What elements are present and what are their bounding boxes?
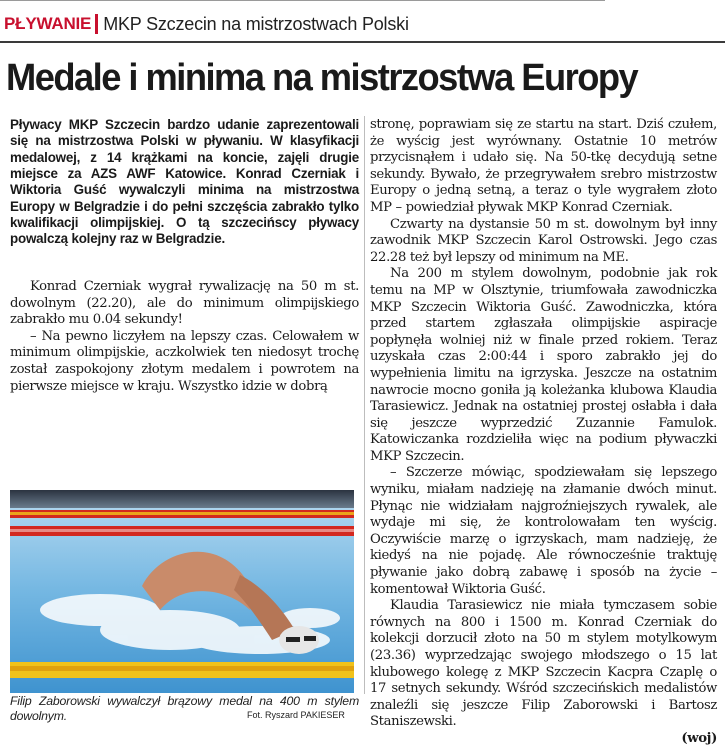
section-title: MKP Szczecin na mistrzostwach Polski (103, 13, 409, 34)
right-column-body (370, 117, 717, 748)
body-paragraph: Konrad Czerniak wygrał rywalizację na 50 m st. dowolnym (22.20), ale do minimum olimpijskiego zabrakło mu 0.04 sekundy! (10, 279, 359, 328)
section-tag: PŁYWANIE (4, 14, 92, 33)
article-lead: Pływacy MKP Szczecin bardzo udanie zaprezentowali się na mistrzostwa Polski w pływaniu. W klasyfikacji medalowej, z 14 krążkami na koncie, zajęli drugie miejsce za AZS AWF Katowice. Konrad Czerniak i Wiktoria Guść wywalczyli minima na mistrzostwa Europy w Belgradzie i do pełni szczęścia zabrakło tylko kwalifikacji olimpijskiej. O tą szczecińscy pływacy powalczą kolejny raz w Belgradzie. (10, 117, 359, 247)
body-paragraph: – Na pewno liczyłem na lepszy czas. Celowałem w minimum olimpijskie, aczkolwiek ten niedosyt trochę został zaspokojony złotym medalem i powrotem na pierwsze miejsce w kraju. Wszystko idzie w dobrą (10, 328, 359, 394)
swimmer-photo (10, 490, 354, 693)
lane-rope-far (10, 510, 354, 518)
body-paragraph: Klaudia Tarasiewicz nie miała tymczasem sobie równych na 800 i 1500 m. Konrad Czerniak do kolekcji dorzucił złoto na 50 m stylem motylkowym (23.36) wyprzedzając swojego młodszego o 15 lat klubowego kolegę z MKP Szczecin Kacpra Czaplę o 17 setnych sekundy. Wśród szczecińskich medalistów znaleźli się jeszcze Filip Zaborowski i Bartosz Staniszewski. (370, 598, 717, 730)
body-paragraph: Na 200 m stylem dowolnym, podobnie jak rok temu na MP w Olsztynie, triumfowała zawodniczka MKP Szczecin Wiktoria Guść. Zawodniczka, która przed startem zgłaszała olimpijskie aspiracje popłynęła wolniej niż w finale przed rokiem. Teraz uzyskała czas 2:00:44 i sporo zabrakło jej do wypełnienia limitu na igrzyska. Jeszcze na ostatnim nawrocie mocno goniła ją koleżanka klubowa Klaudia Tarasiewicz. Jednak na ostatniej prostej osłabła i dała się jeszcze wyprzedzić Zuzannie Famulok. Katowiczanka rozdzieliła więc na podium pływaczki MKP Szczecin. (370, 266, 717, 464)
section-kicker (4, 9, 409, 39)
body-paragraph: Czwarty na dystansie 50 m st. dowolnym był inny zawodnik MKP Szczecin Karol Ostrowski. Jego czas 22.28 też był lepszy od minimum na ME. (370, 216, 717, 265)
lane-rope-middle (10, 526, 354, 536)
left-column-body (10, 279, 359, 395)
article-headline: Medale i minima na mistrzostwa Europy (6, 57, 638, 99)
swimmer-photo-illustration (10, 490, 354, 693)
author-signature: (woj) (681, 730, 717, 746)
kicker-rule (0, 41, 725, 43)
top-rule (0, 0, 605, 1)
body-paragraph: – Szczerze mówiąc, spodziewałam się lepszego wyniku, miałam nadzieję na złamanie dwóch minut. Płynąc nie widziałam najgroźniejszych rywalek, ale wydaje mi się, że kontrolowałam ten wyścig. Oczywiście marzę o igrzyskach, mam nadzieję, że kiedyś na nie pojadę. Ale równocześnie traktuję pływanie jako dobrą zabawę i sposób na życie – komentował Wiktoria Guść. (370, 465, 717, 597)
kicker-separator (95, 14, 98, 34)
column-divider (364, 116, 365, 694)
body-paragraph: stronę, poprawiam się ze startu na start. Dziś czułem, że wyścig jest wyrównany. Ostatnie 10 metrów przycisnąłem i udało się. Na 50-tkę decydują setne sekundy. Bywało, że przegrywałem srebro mistrzostw Europy o jedną setną, a teraz o tyle wygrałem złoto MP – powiedział pływak MKP Konrad Czerniak. (370, 117, 717, 215)
lane-rope-near (10, 662, 354, 678)
photo-credit: Fot. Ryszard PAKIESER (247, 710, 345, 720)
photo-caption: Filip Zaborowski wywalczył brązowy medal na 400 m stylem dowolnym. (10, 694, 359, 723)
